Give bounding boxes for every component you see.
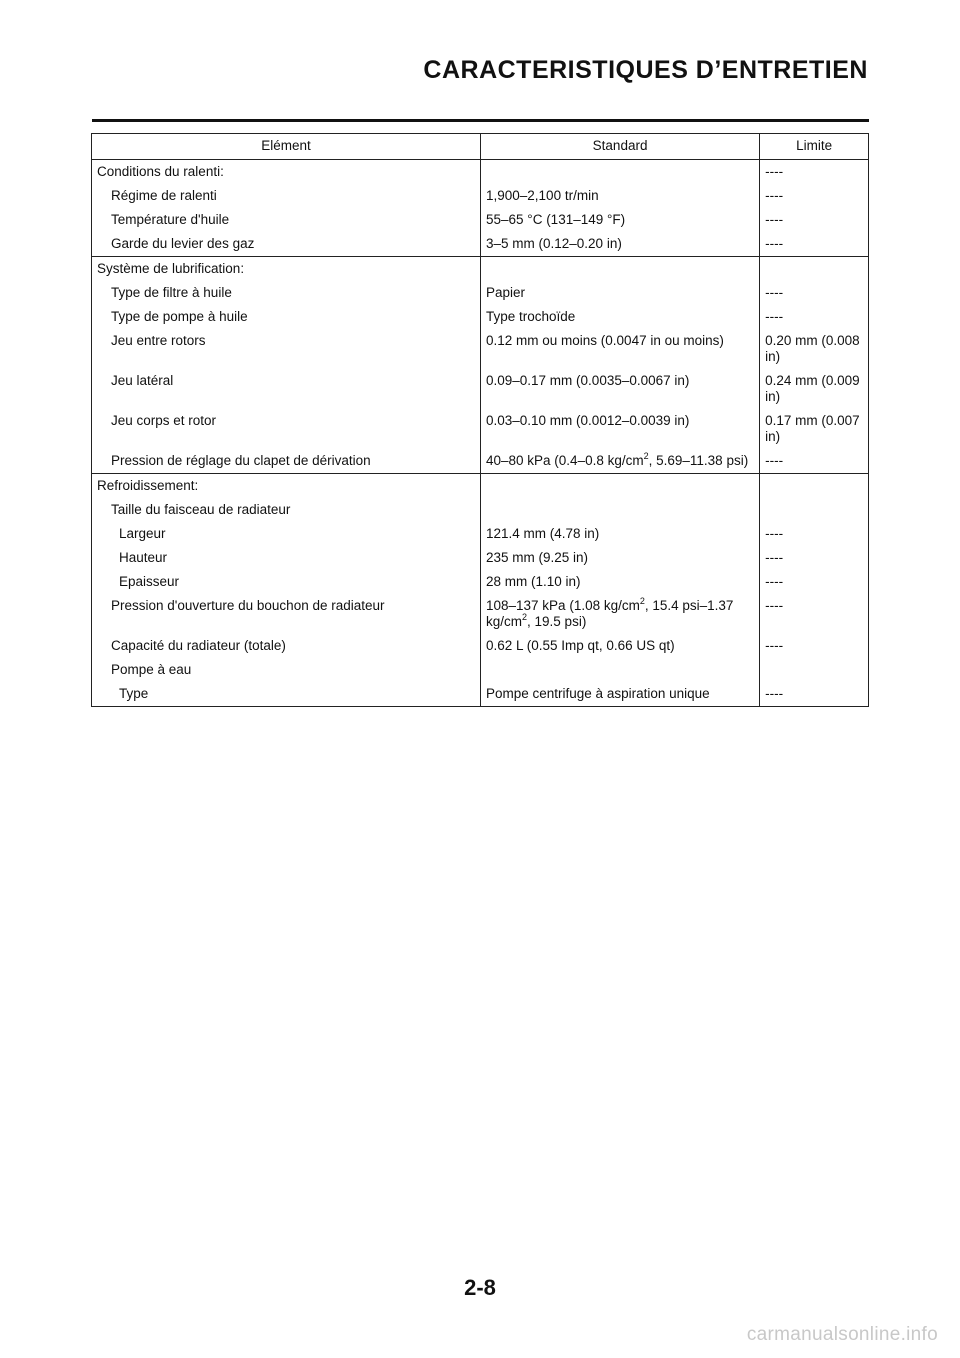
limit-cell: 0.24 mm (0.009 in) (760, 369, 869, 409)
element-cell: Taille du faisceau de radiateur (92, 498, 481, 522)
element-cell: Largeur (92, 522, 481, 546)
element-cell: Pompe à eau (92, 658, 481, 682)
standard-cell: 28 mm (1.10 in) (481, 570, 760, 594)
table-row (92, 257, 869, 282)
table-row (92, 329, 869, 369)
standard-cell: 121.4 mm (4.78 in) (481, 522, 760, 546)
limit-cell: ---- (760, 184, 869, 208)
page-title: CARACTERISTIQUES D’ENTRETIEN (423, 56, 868, 84)
limit-cell: ---- (760, 449, 869, 474)
limit-cell: ---- (760, 281, 869, 305)
limit-cell: ---- (760, 634, 869, 658)
element-cell: Hauteur (92, 546, 481, 570)
specifications-table (91, 133, 869, 707)
limit-cell (760, 474, 869, 499)
table-row (92, 658, 869, 682)
standard-text: , 5.69–11.38 psi) (648, 453, 749, 468)
table-row (92, 546, 869, 570)
limit-cell (760, 498, 869, 522)
table-row (92, 160, 869, 185)
limit-cell: 0.20 mm (0.008 in) (760, 329, 869, 369)
table-row (92, 474, 869, 499)
column-header-limit: Limite (760, 134, 869, 160)
table-row (92, 305, 869, 329)
table-row (92, 281, 869, 305)
limit-cell: ---- (760, 232, 869, 257)
element-cell: Température d'huile (92, 208, 481, 232)
element-cell: Jeu corps et rotor (92, 409, 481, 449)
standard-cell: Papier (481, 281, 760, 305)
table-row (92, 449, 869, 474)
limit-cell: ---- (760, 546, 869, 570)
limit-cell (760, 658, 869, 682)
standard-cell: 3–5 mm (0.12–0.20 in) (481, 232, 760, 257)
limit-cell: ---- (760, 594, 869, 634)
column-header-element: Elément (92, 134, 481, 160)
table-row (92, 369, 869, 409)
limit-cell: ---- (760, 522, 869, 546)
watermark: carmanualsonline.info (746, 1324, 938, 1345)
element-cell: Garde du levier des gaz (92, 232, 481, 257)
table-row (92, 409, 869, 449)
superscript: 2 (522, 611, 528, 622)
limit-cell (760, 257, 869, 282)
element-cell: Régime de ralenti (92, 184, 481, 208)
element-cell: Pression d'ouverture du bouchon de radiateur (92, 594, 481, 634)
element-cell: Jeu entre rotors (92, 329, 481, 369)
column-header-standard: Standard (481, 134, 760, 160)
standard-cell: 0.62 L (0.55 Imp qt, 0.66 US qt) (481, 634, 760, 658)
standard-cell: 235 mm (9.25 in) (481, 546, 760, 570)
standard-cell (481, 257, 760, 282)
table-header-row (92, 134, 869, 160)
table-row (92, 208, 869, 232)
standard-cell (481, 498, 760, 522)
table-row (92, 570, 869, 594)
limit-cell: ---- (760, 682, 869, 707)
table-row (92, 184, 869, 208)
element-cell: Type (92, 682, 481, 707)
limit-cell: 0.17 mm (0.007 in) (760, 409, 869, 449)
element-cell: Jeu latéral (92, 369, 481, 409)
element-cell: Type de pompe à huile (92, 305, 481, 329)
standard-cell (481, 449, 760, 474)
standard-text: 40–80 kPa (0.4–0.8 kg/cm (486, 453, 644, 468)
table-row (92, 522, 869, 546)
element-cell: Pression de réglage du clapet de dérivation (92, 449, 481, 474)
standard-cell (481, 594, 760, 634)
standard-text: 108–137 kPa (1.08 kg/cm (486, 598, 640, 613)
element-cell: Refroidissement: (92, 474, 481, 499)
superscript: 2 (643, 450, 649, 461)
standard-text: , 15.4 psi–1.37 kg/cm (486, 598, 734, 629)
standard-cell: Pompe centrifuge à aspiration unique (481, 682, 760, 707)
group-cooling (92, 474, 869, 707)
limit-cell: ---- (760, 208, 869, 232)
element-cell: Capacité du radiateur (totale) (92, 634, 481, 658)
standard-cell: 55–65 °C (131–149 °F) (481, 208, 760, 232)
table-row (92, 594, 869, 634)
limit-cell: ---- (760, 160, 869, 185)
standard-cell: 1,900–2,100 tr/min (481, 184, 760, 208)
element-cell: Epaisseur (92, 570, 481, 594)
title-divider (92, 119, 869, 122)
table-row (92, 232, 869, 257)
group-lubrication (92, 257, 869, 474)
standard-cell: 0.12 mm ou moins (0.0047 in ou moins) (481, 329, 760, 369)
table-row (92, 634, 869, 658)
table-row (92, 498, 869, 522)
element-cell: Système de lubrification: (92, 257, 481, 282)
standard-cell (481, 160, 760, 185)
table-row (92, 682, 869, 707)
standard-cell (481, 658, 760, 682)
page-number: 2-8 (464, 1275, 496, 1300)
standard-cell: 0.09–0.17 mm (0.0035–0.0067 in) (481, 369, 760, 409)
element-cell: Type de filtre à huile (92, 281, 481, 305)
standard-cell: Type trochoïde (481, 305, 760, 329)
standard-cell: 0.03–0.10 mm (0.0012–0.0039 in) (481, 409, 760, 449)
limit-cell: ---- (760, 305, 869, 329)
group-idle-conditions (92, 160, 869, 257)
element-cell: Conditions du ralenti: (92, 160, 481, 185)
limit-cell: ---- (760, 570, 869, 594)
superscript: 2 (639, 595, 645, 606)
standard-text: , 19.5 psi) (527, 614, 587, 629)
standard-cell (481, 474, 760, 499)
